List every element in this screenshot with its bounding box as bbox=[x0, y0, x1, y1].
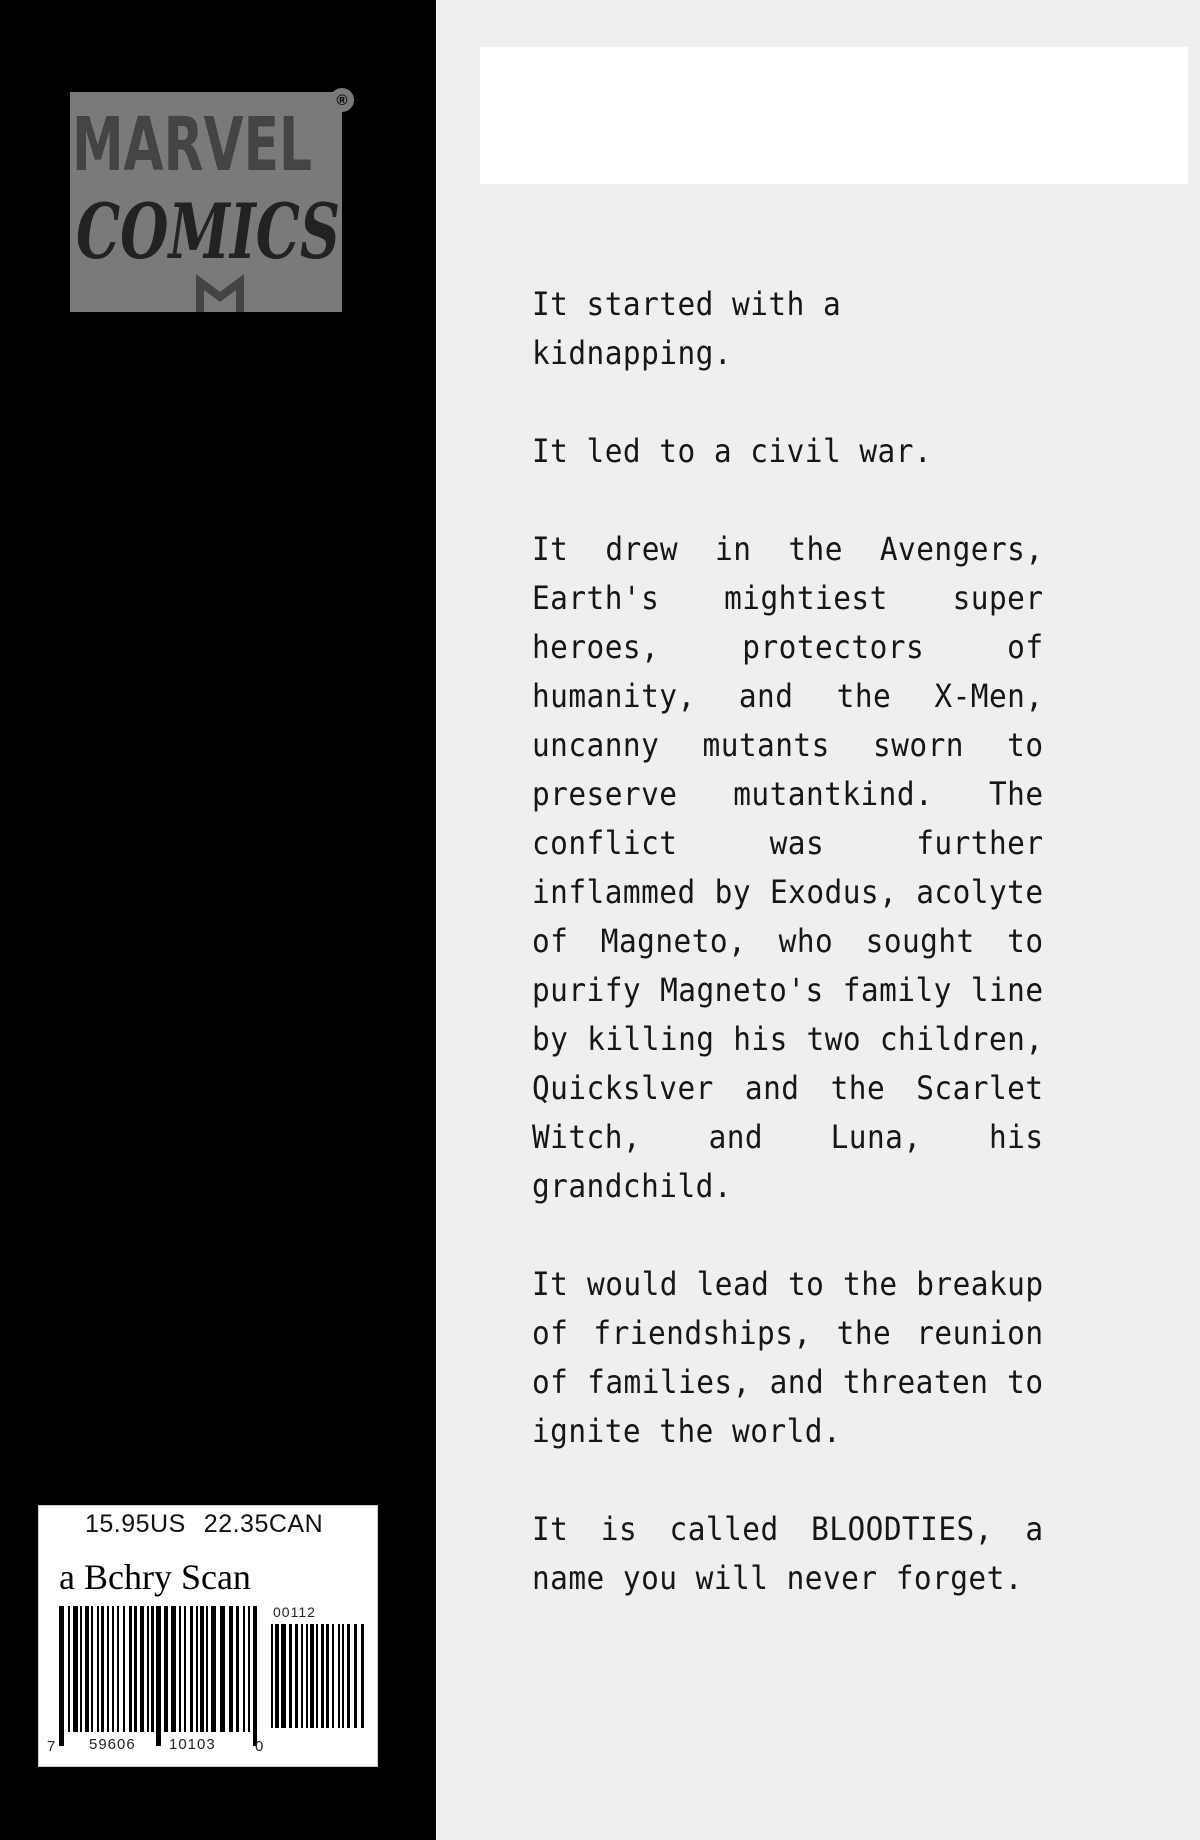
barcode-bar bbox=[338, 1624, 340, 1728]
barcode-left-digits: 59606 bbox=[89, 1736, 136, 1753]
barcode-bar bbox=[253, 1606, 257, 1746]
barcode-bar bbox=[140, 1606, 144, 1732]
barcode-bar bbox=[107, 1606, 109, 1732]
barcode-bar bbox=[156, 1606, 161, 1746]
barcode-bar bbox=[68, 1606, 70, 1732]
barcode-bar bbox=[361, 1624, 364, 1728]
barcode-bar bbox=[164, 1606, 168, 1732]
barcode-sticker bbox=[38, 1505, 378, 1767]
barcode-addon-bars bbox=[269, 1624, 369, 1742]
barcode-bar bbox=[316, 1624, 318, 1728]
barcode-bar bbox=[196, 1606, 198, 1732]
barcode-bar bbox=[117, 1606, 119, 1732]
barcode-right-digits: 10103 bbox=[169, 1736, 216, 1753]
blurb-paragraph: It is called BLOODTIES, a name you will never forget. bbox=[532, 1510, 1044, 1597]
barcode-bar bbox=[354, 1624, 357, 1728]
barcode-bar bbox=[184, 1606, 186, 1732]
logo-marvel-text: MARVEL bbox=[72, 102, 312, 188]
barcode-bar bbox=[59, 1606, 64, 1746]
barcode-bar bbox=[134, 1606, 137, 1732]
blurb-paragraph: It would lead to the breakup of friendships, the reunion of families, and threaten to ignite the world. bbox=[532, 1265, 1044, 1450]
barcode-bar bbox=[179, 1606, 181, 1732]
logo-comics-text: COMICS bbox=[76, 187, 340, 276]
barcode-bar bbox=[190, 1606, 193, 1732]
barcode-bar bbox=[200, 1606, 204, 1732]
barcode-bar bbox=[289, 1624, 292, 1728]
barcode-bar bbox=[248, 1606, 250, 1732]
barcode-bar bbox=[332, 1624, 334, 1728]
marvel-comics-logo bbox=[70, 92, 342, 312]
addon-digits: 00112 bbox=[273, 1604, 316, 1620]
barcode-bar bbox=[123, 1606, 125, 1732]
barcode-bar bbox=[275, 1624, 279, 1728]
barcode-bar bbox=[271, 1624, 273, 1728]
scan-credit: a Bchry Scan bbox=[59, 1557, 251, 1597]
price-line bbox=[85, 1510, 341, 1539]
barcode-bar bbox=[342, 1624, 344, 1728]
barcode-bar bbox=[220, 1606, 225, 1732]
barcode-bar bbox=[97, 1606, 99, 1732]
price-can: 22.35CAN bbox=[203, 1510, 324, 1538]
barcode-bar bbox=[147, 1606, 149, 1732]
barcode-bar bbox=[101, 1606, 104, 1732]
blurb-paragraph: It started with a kidnapping. bbox=[532, 285, 842, 372]
barcode-bar bbox=[306, 1624, 308, 1728]
blurb-paragraph: It drew in the Avengers, Earth's mightiest super heroes, protectors of humanity, and the X-Men, uncanny mutants sworn to preserve mutantkind. The conflict was further inflammed by Exodus, acolyte of Magneto, who sought to purify Magneto's family line by killing his two children, Quickslver and the Scarlet Witch, and Luna, his grandchild. bbox=[532, 530, 1044, 1205]
barcode-bar bbox=[206, 1606, 208, 1732]
barcode-bar bbox=[310, 1624, 314, 1728]
registered-mark: ® bbox=[330, 88, 354, 112]
barcode-bar bbox=[73, 1606, 78, 1732]
barcode-bar bbox=[129, 1606, 132, 1732]
barcode-bar bbox=[80, 1606, 82, 1732]
barcode-check-digit: 0 bbox=[255, 1738, 264, 1755]
barcode-bar bbox=[112, 1606, 114, 1732]
barcode-bar bbox=[295, 1624, 298, 1728]
back-cover-blurb bbox=[532, 280, 1044, 1652]
price-us: 15.95US bbox=[85, 1510, 186, 1538]
barcode-bar bbox=[91, 1606, 93, 1732]
barcode-bar bbox=[171, 1606, 176, 1732]
barcode-bar bbox=[243, 1606, 245, 1732]
barcode-bar bbox=[281, 1624, 286, 1728]
barcode-lead-digit: 7 bbox=[47, 1738, 56, 1755]
barcode-bar bbox=[211, 1606, 216, 1732]
barcode-bar bbox=[236, 1606, 239, 1732]
barcode-bar bbox=[301, 1624, 303, 1728]
barcode-bar bbox=[229, 1606, 233, 1732]
barcode-bar bbox=[151, 1606, 154, 1732]
barcode-bar bbox=[326, 1624, 329, 1728]
barcode-main-bars bbox=[57, 1606, 263, 1746]
barcode-bar bbox=[85, 1606, 89, 1732]
blurb-paragraph: It led to a civil war. bbox=[532, 432, 933, 470]
barcode-bar bbox=[321, 1624, 324, 1728]
blank-header-band bbox=[480, 47, 1188, 184]
barcode-bar bbox=[347, 1624, 350, 1728]
